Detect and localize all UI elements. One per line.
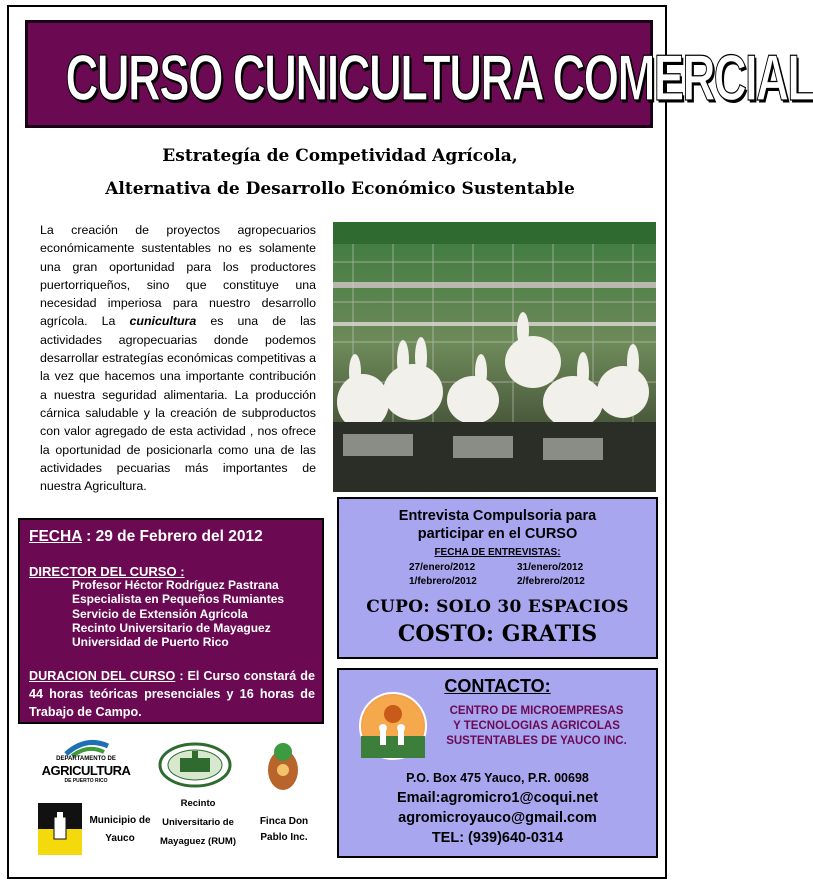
address-text: P.O. Box 475 Yauco, P.R. 00698: [406, 771, 589, 785]
director-heading: DIRECTOR DEL CURSO :: [29, 564, 185, 579]
director-line: Especialista en Pequeños Rumiantes: [72, 592, 285, 607]
title-banner: [25, 20, 813, 128]
subtitle-line-2: Alternativa de Desarrollo Económico Sustentable: [105, 179, 575, 199]
subtitle-line-1: Estrategía de Competividad Agrícola,: [162, 146, 518, 166]
agricultura-small: DEPARTAMENTO DE: [56, 756, 116, 762]
fecha-value: : 29 de Febrero del 2012: [81, 528, 263, 545]
agricultura-big: AGRICULTURA: [41, 763, 131, 778]
entrevista-box: [337, 497, 658, 659]
entrevista-heading-1: Entrevista Compulsoria para: [398, 508, 597, 524]
interview-date: 31/enero/2012: [517, 562, 584, 573]
director-line: Profesor Héctor Rodríguez Pastrana: [72, 578, 279, 592]
intro-text-end: es una de las actividades agropecuarias donde podemos desarrollar estrategías económicas competitivas a la vez que hacemos una importante contribución a nuestra seguridad alimentaria. La producción cárnica saludable y la creación de subproductos con valor agregado de esta actividad , nos ofrece la oportunidad de posicionarla como una de las actividades pecuarias más importantes de nuestra Agricultura.: [40, 314, 316, 494]
entrevista-heading: [339, 507, 656, 543]
costo-text: COSTO: GRATIS: [397, 621, 598, 647]
duracion-text: [29, 667, 315, 721]
interview-date: 2/febrero/2012: [517, 576, 585, 587]
fechas-label: FECHA DE ENTREVISTAS:: [434, 547, 561, 558]
cupo-text: CUPO: SOLO 30 ESPACIOS: [366, 597, 629, 617]
dates-col-1: [409, 561, 477, 589]
agricultura-sub: DE PUERTO RICO: [64, 778, 108, 784]
agricultura-logo: [38, 736, 134, 796]
rabbits-photo: [333, 222, 656, 492]
fecha-line: [29, 528, 263, 546]
rum-seal: [158, 742, 232, 788]
yauco-label: Municipio de Yauco: [89, 815, 151, 844]
duracion-label: DURACION DEL CURSO: [29, 669, 176, 683]
director-line: Universidad de Puerto Rico: [72, 635, 229, 650]
interview-date: 27/enero/2012: [409, 562, 476, 573]
rum-label: Recinto Universitario de Mayaguez (RUM): [159, 798, 236, 847]
intro-emphasis: cunicultura: [129, 314, 197, 329]
contact-box: [337, 668, 658, 858]
finca-label: Finca Don Pablo Inc.: [259, 816, 309, 843]
entrevista-heading-2: participar en el CURSO: [417, 526, 578, 542]
course-info-box: [18, 518, 324, 724]
course-title: CURSO CUNICULTURA COMERCIAL: [65, 42, 813, 115]
contacto-heading: CONTACTO:: [444, 676, 551, 696]
email-1: Email:agromicro1@coqui.net: [396, 790, 599, 806]
email-2: agromicroyauco@gmail.com: [398, 810, 597, 826]
dates-col-2: [517, 561, 585, 589]
fecha-label: FECHA: [29, 528, 82, 545]
intro-text-start: La creación de proyectos agropecuarios económicamente sustentables no es solamente una gran oportunidad para los productores puertorriqueños, sino que constituye una necesidad imperiosa para nuestro desarrollo agrícola. La: [40, 223, 316, 329]
director-details: [72, 578, 284, 649]
intro-paragraph: [40, 221, 316, 495]
org-name: [429, 704, 644, 749]
director-line: Recinto Universitario de Mayaguez: [72, 620, 271, 635]
interview-date: 1/febrero/2012: [409, 576, 477, 587]
director-line: Servicio de Extensión Agrícola: [72, 606, 248, 621]
telephone: TEL: (939)640-0314: [431, 830, 564, 846]
org-line-2: Y TECNOLOGIAS AGRICOLAS: [453, 720, 620, 732]
finca-logo: [266, 740, 300, 792]
org-line-1: CENTRO DE MICROEMPRESAS: [449, 705, 624, 717]
duracion-value: : El Curso constará de 44 horas teóricas presenciales y 16 horas de Trabajo de Campo.: [29, 669, 315, 719]
yauco-flag: [38, 803, 82, 855]
cemtasy-logo: [359, 692, 427, 760]
org-line-3: SUSTENTABLES DE YAUCO INC.: [446, 735, 627, 747]
